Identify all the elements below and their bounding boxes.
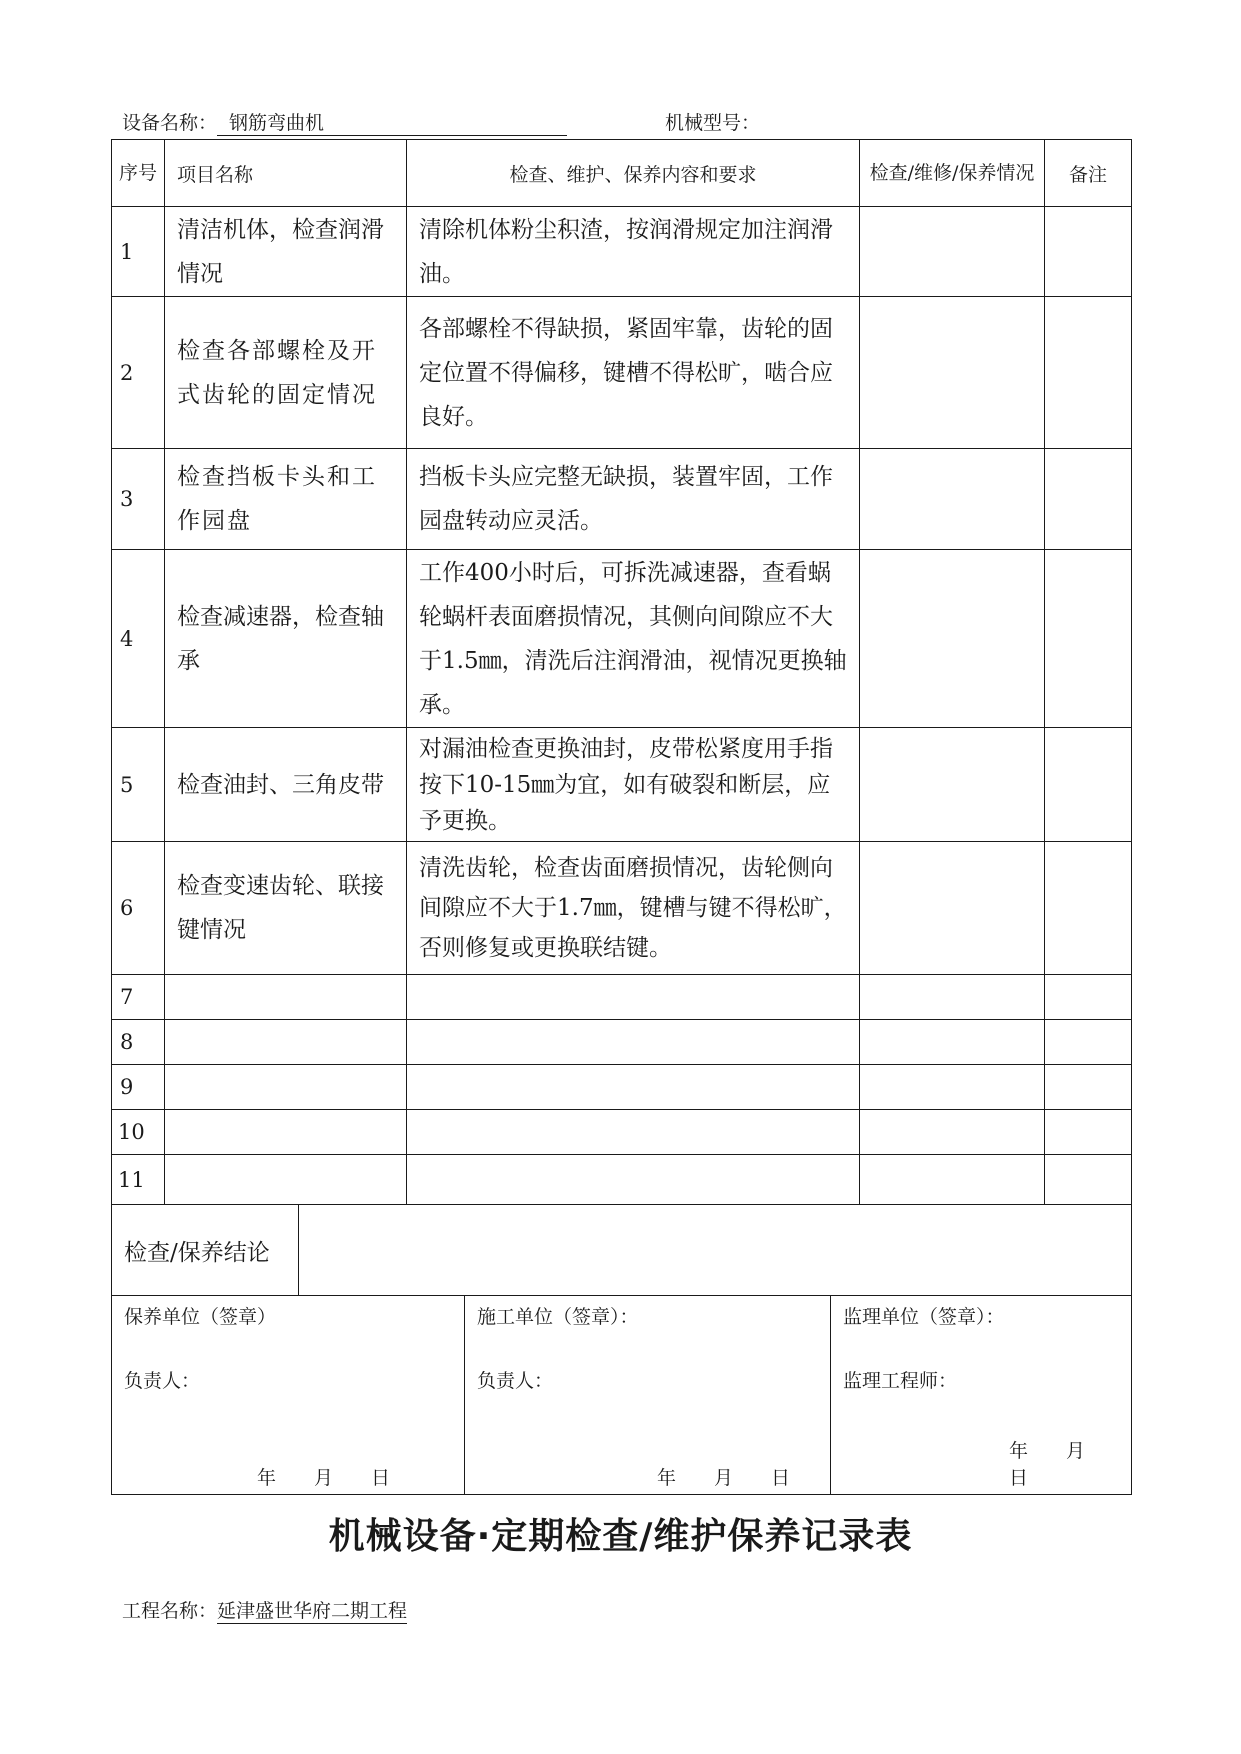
row-content: 清除机体粉尘积渣，按润滑规定加注润滑油。 bbox=[407, 207, 860, 297]
row-remark[interactable] bbox=[1045, 1155, 1132, 1205]
row-remark[interactable] bbox=[1045, 1020, 1132, 1065]
row-status[interactable] bbox=[860, 550, 1045, 728]
row-item[interactable] bbox=[165, 1110, 407, 1155]
table-row bbox=[112, 207, 1132, 297]
model-field bbox=[665, 108, 760, 135]
row-item: 检查减速器，检查轴承 bbox=[165, 550, 407, 728]
model-label: 机械型号： bbox=[665, 112, 761, 134]
conclusion-label: 检查/保养结论 bbox=[112, 1205, 299, 1295]
maintenance-date: 年 月 日 bbox=[257, 1467, 391, 1489]
device-name-label: 设备名称： bbox=[122, 112, 218, 134]
col-header-item: 项目名称 bbox=[165, 140, 407, 207]
table-row bbox=[112, 1155, 1132, 1205]
signature-block-maintenance[interactable] bbox=[112, 1296, 465, 1494]
table-row bbox=[112, 728, 1132, 842]
row-content: 清洗齿轮，检查齿面磨损情况，齿轮侧向间隙应不大于1.7㎜，键槽与键不得松旷，否则修复或更换联结键。 bbox=[407, 842, 860, 975]
row-status[interactable] bbox=[860, 1020, 1045, 1065]
supervision-unit-label: 监理单位（签章）： bbox=[843, 1306, 1005, 1328]
row-remark[interactable] bbox=[1045, 1065, 1132, 1110]
row-status[interactable] bbox=[860, 1110, 1045, 1155]
row-content: 对漏油检查更换油封，皮带松紧度用手指按下10-15㎜为宜，如有破裂和断层，应予更换。 bbox=[407, 728, 860, 842]
row-number: 10 bbox=[112, 1110, 165, 1155]
col-header-status: 检查/维修/保养情况 bbox=[860, 140, 1045, 207]
col-header-remark: 备注 bbox=[1045, 140, 1132, 207]
signature-block-supervision[interactable] bbox=[831, 1296, 1131, 1494]
table-row bbox=[112, 449, 1132, 550]
project-name-value: 延津盛世华府二期工程 bbox=[217, 1596, 407, 1624]
project-name-field bbox=[122, 1596, 407, 1624]
device-name-value: 钢筋弯曲机 bbox=[217, 108, 567, 136]
row-number: 7 bbox=[112, 975, 165, 1020]
row-content: 工作400小时后，可拆洗减速器，查看蜗轮蜗杆表面磨损情况，其侧向间隙应不大于1.5㎜，清洗后注润滑油，视情况更换轴承。 bbox=[407, 550, 860, 728]
row-number: 4 bbox=[112, 550, 165, 728]
inspection-table bbox=[111, 139, 1132, 1495]
row-remark[interactable] bbox=[1045, 297, 1132, 449]
supervision-engineer-label: 监理工程师： bbox=[843, 1370, 958, 1392]
form-title: 机械设备·定期检查/维护保养记录表 bbox=[328, 1516, 913, 1557]
row-number: 9 bbox=[112, 1065, 165, 1110]
row-number: 6 bbox=[112, 842, 165, 975]
conclusion-value[interactable] bbox=[299, 1205, 1131, 1295]
col-header-seq: 序号 bbox=[112, 140, 165, 207]
row-item[interactable] bbox=[165, 1020, 407, 1065]
table-row bbox=[112, 550, 1132, 728]
table-row bbox=[112, 1065, 1132, 1110]
row-status[interactable] bbox=[860, 1155, 1045, 1205]
row-item: 检查挡板卡头和工作园盘 bbox=[165, 449, 407, 550]
table-row bbox=[112, 842, 1132, 975]
table-row bbox=[112, 975, 1132, 1020]
table-row bbox=[112, 1110, 1132, 1155]
maintenance-unit-label: 保养单位（签章） bbox=[124, 1306, 277, 1328]
row-remark[interactable] bbox=[1045, 728, 1132, 842]
row-item[interactable] bbox=[165, 1065, 407, 1110]
row-remark[interactable] bbox=[1045, 550, 1132, 728]
supervision-date: 年 月 日 bbox=[1009, 1440, 1124, 1489]
table-header-row bbox=[112, 140, 1132, 207]
table-row bbox=[112, 297, 1132, 449]
row-content[interactable] bbox=[407, 1110, 860, 1155]
construction-date: 年 月 日 bbox=[657, 1467, 791, 1489]
col-header-content: 检查、维护、保养内容和要求 bbox=[407, 140, 860, 207]
table-row bbox=[112, 1020, 1132, 1065]
row-item: 检查油封、三角皮带 bbox=[165, 728, 407, 842]
row-status[interactable] bbox=[860, 842, 1045, 975]
row-remark[interactable] bbox=[1045, 1110, 1132, 1155]
signature-block-construction[interactable] bbox=[465, 1296, 831, 1494]
construction-unit-label: 施工单位（签章）： bbox=[477, 1306, 639, 1328]
row-item: 清洁机体，检查润滑情况 bbox=[165, 207, 407, 297]
row-status[interactable] bbox=[860, 1065, 1045, 1110]
signature-row bbox=[112, 1296, 1132, 1495]
row-item: 检查变速齿轮、联接键情况 bbox=[165, 842, 407, 975]
row-status[interactable] bbox=[860, 207, 1045, 297]
row-remark[interactable] bbox=[1045, 842, 1132, 975]
row-status[interactable] bbox=[860, 297, 1045, 449]
row-content[interactable] bbox=[407, 1020, 860, 1065]
maintenance-person-label: 负责人： bbox=[124, 1370, 201, 1392]
row-number: 5 bbox=[112, 728, 165, 842]
row-number: 2 bbox=[112, 297, 165, 449]
row-number: 8 bbox=[112, 1020, 165, 1065]
row-status[interactable] bbox=[860, 728, 1045, 842]
row-remark[interactable] bbox=[1045, 975, 1132, 1020]
project-name-label: 工程名称： bbox=[122, 1600, 218, 1622]
row-content[interactable] bbox=[407, 1065, 860, 1110]
row-content: 挡板卡头应完整无缺损，装置牢固，工作园盘转动应灵活。 bbox=[407, 449, 860, 550]
row-remark[interactable] bbox=[1045, 207, 1132, 297]
row-content[interactable] bbox=[407, 1155, 860, 1205]
row-item[interactable] bbox=[165, 975, 407, 1020]
row-status[interactable] bbox=[860, 975, 1045, 1020]
row-number: 1 bbox=[112, 207, 165, 297]
device-name-field bbox=[122, 108, 567, 136]
row-number: 11 bbox=[112, 1155, 165, 1205]
row-status[interactable] bbox=[860, 449, 1045, 550]
row-number: 3 bbox=[112, 449, 165, 550]
row-remark[interactable] bbox=[1045, 449, 1132, 550]
row-item[interactable] bbox=[165, 1155, 407, 1205]
row-item: 检查各部螺栓及开式齿轮的固定情况 bbox=[165, 297, 407, 449]
construction-person-label: 负责人： bbox=[477, 1370, 554, 1392]
row-content: 各部螺栓不得缺损，紧固牢靠，齿轮的固定位置不得偏移，键槽不得松旷，啮合应良好。 bbox=[407, 297, 860, 449]
row-content[interactable] bbox=[407, 975, 860, 1020]
conclusion-row bbox=[112, 1205, 1132, 1296]
